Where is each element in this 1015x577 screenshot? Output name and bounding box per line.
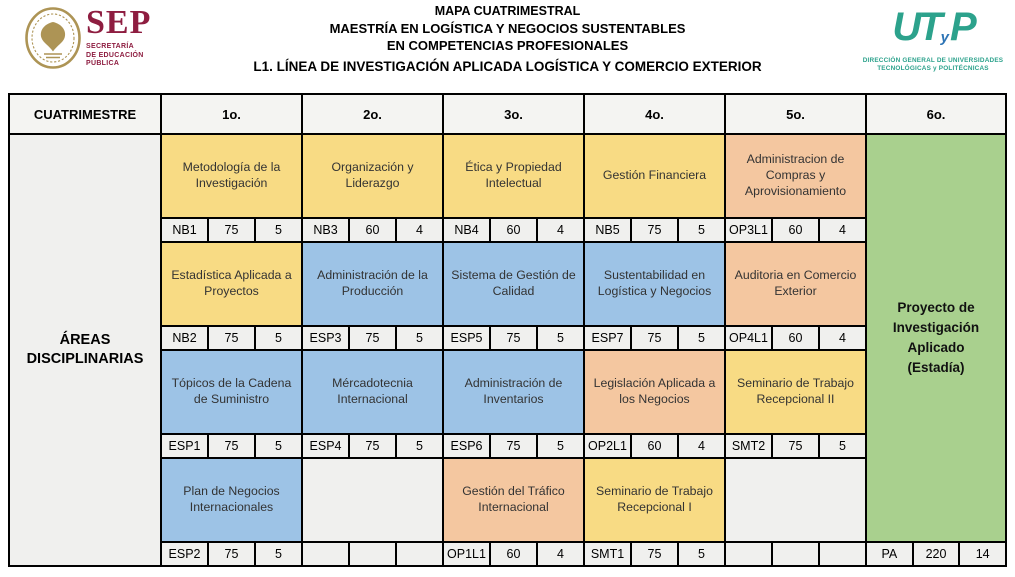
course-credits: 5 <box>256 543 301 565</box>
course-cell: Estadística Aplicada a Proyectos <box>162 243 301 325</box>
course-credits: 5 <box>820 435 865 457</box>
course-credits: 4 <box>820 219 865 241</box>
sep-subtitle-line: SECRETARÍA <box>86 43 134 50</box>
title-map: MAPA CUATRIMESTRAL <box>434 4 581 18</box>
course-code: PA <box>867 543 912 565</box>
utp-letter-y: y <box>940 29 949 46</box>
course-cell: Seminario de Trabajo Recepcional II <box>726 351 865 433</box>
course-code: OP4L1 <box>726 327 771 349</box>
title-research-line: L1. LÍNEA DE INVESTIGACIÓN APLICADA LOGÍSTICA Y COMERCIO EXTERIOR <box>253 59 762 74</box>
course-cell: Organización y Liderazgo <box>303 135 442 217</box>
course-hours: 60 <box>632 435 677 457</box>
course-hours: 75 <box>350 327 395 349</box>
course-code: ESP3 <box>303 327 348 349</box>
course-cell: Administracion de Compras y Aprovisionamiento <box>726 135 865 217</box>
utp-subtitle-line: TECNOLÓGICAS y POLITÉCNICAS <box>877 64 989 72</box>
course-code: ESP7 <box>585 327 630 349</box>
course-hours: 75 <box>491 435 536 457</box>
course-meta-row <box>585 435 724 457</box>
course-meta-row <box>585 543 724 565</box>
course-credits: 4 <box>820 327 865 349</box>
sep-eagle-seal-icon <box>24 6 82 70</box>
document-title-block <box>155 3 860 76</box>
course-meta-row <box>162 327 301 349</box>
course-meta-row <box>303 219 442 241</box>
utp-wordmark <box>859 5 1007 55</box>
course-hours <box>773 543 818 565</box>
page-header <box>0 0 1015 93</box>
corner-header-cuatrimestre: CUATRIMESTRE <box>10 95 160 133</box>
course-code: OP1L1 <box>444 543 489 565</box>
course-hours: 60 <box>350 219 395 241</box>
course-code: ESP2 <box>162 543 207 565</box>
course-code: ESP6 <box>444 435 489 457</box>
course-meta-row <box>585 219 724 241</box>
course-code: OP3L1 <box>726 219 771 241</box>
course-cell: Seminario de Trabajo Recepcional I <box>585 459 724 541</box>
course-credits: 5 <box>679 543 724 565</box>
course-cell: Gestión del Tráfico Internacional <box>444 459 583 541</box>
course-cell: Plan de Negocios Internacionales <box>162 459 301 541</box>
course-meta-row <box>726 327 865 349</box>
course-code: NB3 <box>303 219 348 241</box>
course-meta-row <box>444 435 583 457</box>
utp-logo <box>859 5 1007 72</box>
title-modality: EN COMPETENCIAS PROFESIONALES <box>386 38 629 53</box>
course-credits: 5 <box>538 435 583 457</box>
course-cell: Administración de la Producción <box>303 243 442 325</box>
course-code <box>303 543 348 565</box>
course-cell: Metodología de la Investigación <box>162 135 301 217</box>
sep-subtitle-line: PÚBLICA <box>86 60 120 67</box>
course-hours: 75 <box>209 327 254 349</box>
stay-meta-row <box>867 543 1005 565</box>
course-code: NB4 <box>444 219 489 241</box>
course-code: NB2 <box>162 327 207 349</box>
course-hours: 75 <box>773 435 818 457</box>
course-code: SMT1 <box>585 543 630 565</box>
course-credits: 5 <box>256 435 301 457</box>
course-credits: 5 <box>397 435 442 457</box>
course-credits: 5 <box>679 327 724 349</box>
course-meta-row <box>726 435 865 457</box>
course-code: NB5 <box>585 219 630 241</box>
course-meta-row <box>162 543 301 565</box>
sep-subtitle <box>86 43 151 69</box>
course-credits: 5 <box>256 219 301 241</box>
row-label-areas-disciplinarias: ÁREAS DISCIPLINARIAS <box>10 135 160 565</box>
empty-course-cell <box>726 459 865 541</box>
quarter-header-6: 6o. <box>867 95 1005 133</box>
course-hours: 75 <box>209 435 254 457</box>
sep-acronym: SEP <box>86 4 152 41</box>
course-credits: 5 <box>397 327 442 349</box>
sep-subtitle-line: DE EDUCACIÓN <box>86 51 144 59</box>
course-hours: 60 <box>773 219 818 241</box>
course-hours: 75 <box>209 219 254 241</box>
course-hours: 75 <box>632 219 677 241</box>
course-cell: Sustentabilidad en Logística y Negocios <box>585 243 724 325</box>
course-credits: 4 <box>538 219 583 241</box>
utp-letter-p: P <box>949 5 974 49</box>
course-hours: 60 <box>491 543 536 565</box>
course-code: NB1 <box>162 219 207 241</box>
course-hours: 75 <box>632 543 677 565</box>
empty-meta-row <box>726 543 865 565</box>
course-meta-row <box>726 219 865 241</box>
title-program: MAESTRÍA EN LOGÍSTICA Y NEGOCIOS SUSTENTABLES <box>329 21 686 36</box>
course-meta-row <box>162 219 301 241</box>
sep-logo <box>24 6 151 70</box>
course-cell: Tópicos de la Cadena de Suministro <box>162 351 301 433</box>
course-meta-row <box>444 327 583 349</box>
course-credits: 4 <box>679 435 724 457</box>
course-cell: Sistema de Gestión de Calidad <box>444 243 583 325</box>
course-cell: Auditoria en Comercio Exterior <box>726 243 865 325</box>
course-meta-row <box>585 327 724 349</box>
course-meta-row <box>303 327 442 349</box>
course-cell: Legislación Aplicada a los Negocios <box>585 351 724 433</box>
utp-letters-ut: UT <box>892 5 940 49</box>
course-credits: 14 <box>960 543 1005 565</box>
course-code: OP2L1 <box>585 435 630 457</box>
course-cell: Mércadotecnia Internacional <box>303 351 442 433</box>
course-meta-row <box>303 435 442 457</box>
course-code: ESP4 <box>303 435 348 457</box>
course-credits: 5 <box>538 327 583 349</box>
course-code: SMT2 <box>726 435 771 457</box>
course-hours: 220 <box>914 543 959 565</box>
course-cell: Ética y Propiedad Intelectual <box>444 135 583 217</box>
course-meta-row <box>444 219 583 241</box>
course-meta-row <box>444 543 583 565</box>
course-hours: 75 <box>632 327 677 349</box>
course-code <box>726 543 771 565</box>
course-credits: 5 <box>679 219 724 241</box>
course-cell: Administración de Inventarios <box>444 351 583 433</box>
course-code: ESP5 <box>444 327 489 349</box>
curriculum-table <box>8 93 1007 567</box>
course-hours: 60 <box>773 327 818 349</box>
course-credits <box>397 543 442 565</box>
quarter-header-3: 3o. <box>444 95 583 133</box>
quarter-header-2: 2o. <box>303 95 442 133</box>
quarter-header-4: 4o. <box>585 95 724 133</box>
course-hours: 60 <box>491 219 536 241</box>
course-meta-row <box>162 435 301 457</box>
sep-wordmark <box>86 6 151 69</box>
course-code: ESP1 <box>162 435 207 457</box>
course-hours <box>350 543 395 565</box>
course-credits: 4 <box>397 219 442 241</box>
course-hours: 75 <box>209 543 254 565</box>
course-credits <box>820 543 865 565</box>
course-hours: 75 <box>491 327 536 349</box>
course-credits: 5 <box>256 327 301 349</box>
course-cell: Gestión Financiera <box>585 135 724 217</box>
course-hours: 75 <box>350 435 395 457</box>
utp-subtitle <box>859 57 1007 72</box>
course-credits: 4 <box>538 543 583 565</box>
quarter-header-5: 5o. <box>726 95 865 133</box>
utp-subtitle-line: DIRECCIÓN GENERAL DE UNIVERSIDADES <box>862 57 1004 64</box>
empty-meta-row <box>303 543 442 565</box>
quarter-header-1: 1o. <box>162 95 301 133</box>
empty-course-cell <box>303 459 442 541</box>
stay-project-cell: Proyecto de Investigación Aplicado (Estadía) <box>867 135 1005 541</box>
